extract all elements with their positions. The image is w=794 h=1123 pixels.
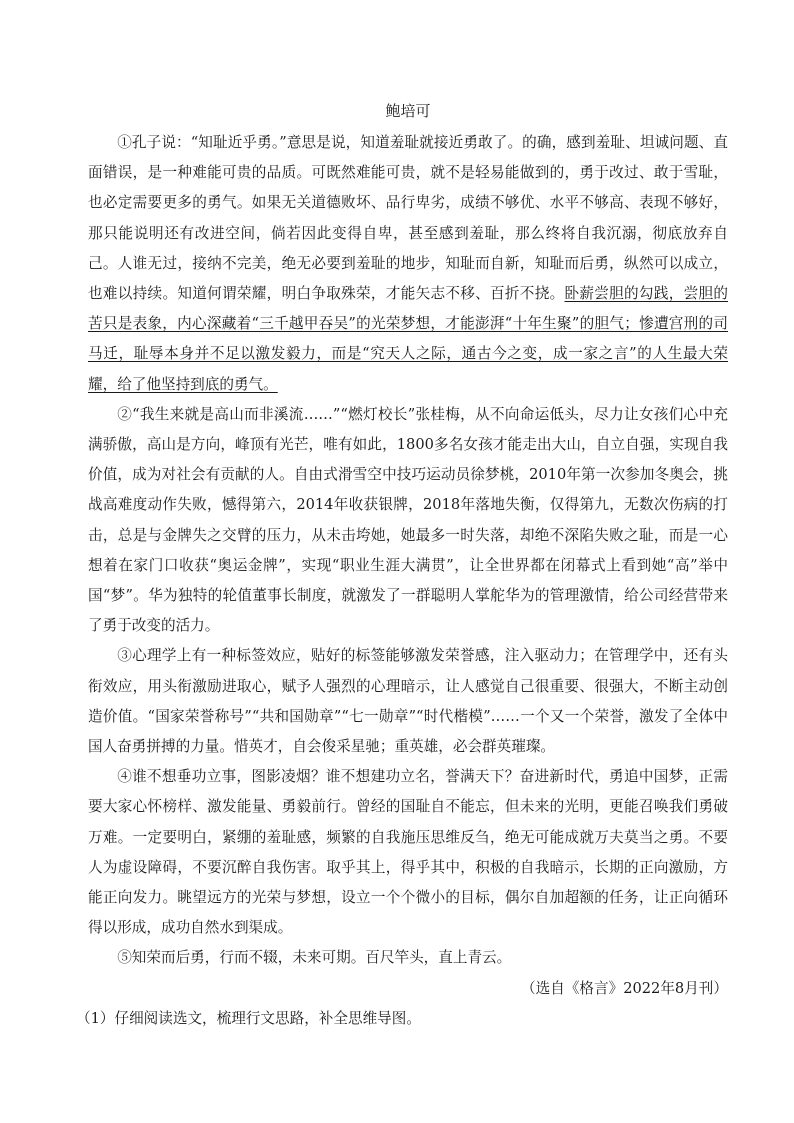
paragraph-1-text: ①孔子说：“知耻近乎勇。”意思是说，知道羞耻就接近勇敢了。的确，感到羞耻、坦诚问题、直面错误，是一种难能可贵的品质。可既然难能可贵，就不是轻易能做到的，勇于改过、敢于雪耻，也必定需要更多的勇气。如果无关道德败坏、品行卑劣，成绩不够优、水平不够高、表现不够好，那只能说明还有改进空间，倘若因此变得自卑，甚至感到羞耻，那么终将自我沉溺，彻底放弃自己。人谁无过，接纳不完美，绝无必要到羞耻的地步，知耻而自新，知耻而后勇，纵然可以成立，也难以持续。知道何谓荣耀，明白争取殊荣，才能矢志不移、百折不挠。 [88, 134, 728, 303]
paragraph-5-text: ⑤知荣而后勇，行而不辍，未来可期。百尺竿头，直上青云。 [117, 949, 512, 967]
question-1: （1）仔细阅读选文，梳理行文思路，补全思维导图。 [76, 1009, 421, 1027]
paragraph-1 [88, 128, 728, 400]
source-citation: （选自《格言》2022年8月刊） [521, 979, 728, 997]
paragraph-2 [88, 400, 728, 642]
paragraph-4 [88, 762, 728, 943]
paragraph-2-text: ②“我生来就是高山而非溪流……”“燃灯校长”张桂梅，从不向命运低头，尽力让女孩们心中充满骄傲，高山是方向，峰顶有光芒，唯有如此，1800多名女孩才能走出大山，自立自强，实现自我价值，成为对社会有贡献的人。自由式滑雪空中技巧运动员徐梦桃，2010年第一次参加冬奥会，挑战高难度动作失败，憾得第六，2014年收获银牌，2018年落地失衡，仅得第九，无数次伤病的打击，总是与金牌失之交臂的压力，从未击垮她，她最多一时失落，却绝不深陷失败之耻，而是一心想着在家门口收获“奥运金牌”，实现“职业生涯大满贯”，让全世界都在闭幕式上看到她“高”举中国“梦”。华为独特的轮值董事长制度，就激发了一群聪明人掌舵华为的管理激情，给公司经营带来了勇于改变的活力。 [88, 405, 728, 635]
paragraph-1-underlined-text: 卧薪尝胆的勾践，尝胆的苦只是表象，内心深藏着“三千越甲吞吴”的光荣梦想，才能澎湃“十年生聚”的胆气；惨遭宫刑的司马迁，耻辱本身并不足以激发毅力，而是“究天人之际，通古今之变，成一家之言”的人生最大荣耀，给了他坚持到底的勇气。 [88, 285, 728, 393]
document-page [76, 96, 728, 1034]
author-name: 鲍培可 [385, 102, 431, 120]
paragraph-4-text: ④谁不想垂功立事，图影凌烟？谁不想建功立名，誉满天下？奋进新时代，勇追中国梦，正需要大家心怀榜样、激发能量、勇毅前行。曾经的国耻自不能忘，但未来的光明，更能召唤我们勇破万难。一定要明白，紧绷的羞耻感，频繁的自我施压思维反刍，绝无可能成就万夫莫当之勇。不要人为虚设障碍，不要沉醉自我伤害。取乎其上，得乎其中，积极的自我暗示，长期的正向激励，方能正向发力。眺望远方的光荣与梦想，设立一个个微小的目标，偶尔自加超额的任务，让正向循环得以形成，成功自然水到渠成。 [88, 768, 728, 937]
paragraph-3-text: ③心理学上有一种标签效应，贴好的标签能够激发荣誉感，注入驱动力；在管理学中，还有头衔效应，用头衔激励进取心，赋予人强烈的心理暗示，让人感觉自己很重要、很强大，不断主动创造价值。“国家荣誉称号”“共和国勋章”“七一勋章”“时代楷模”……一个又一个荣誉，激发了全体中国人奋勇拼搏的力量。惜英才，自会俊采星驰；重英雄，必会群英璀璨。 [88, 647, 728, 756]
paragraph-3 [88, 641, 728, 762]
paragraph-5 [88, 943, 728, 973]
